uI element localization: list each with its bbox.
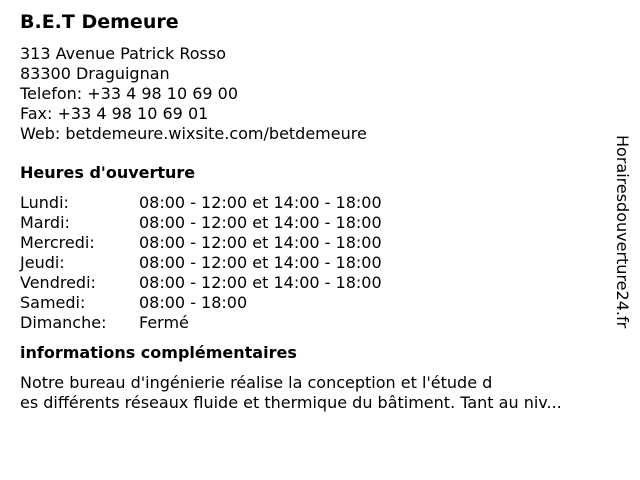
additional-info-title: informations complémentaires	[20, 343, 297, 362]
description-line: es différents réseaux fluide et thermique du bâtiment. Tant au niv...	[20, 393, 562, 412]
day-label: Vendredi:	[20, 273, 96, 292]
day-hours: 08:00 - 12:00 et 14:00 - 18:00	[139, 193, 382, 212]
day-label: Lundi:	[20, 193, 69, 212]
business-card	[20, 10, 600, 413]
additional-info-text	[20, 373, 620, 413]
phone-number: Telefon: +33 4 98 10 69 00	[20, 84, 239, 103]
description-line: Notre bureau d'ingénierie réalise la conception et l'étude d	[20, 373, 493, 392]
day-hours: 08:00 - 12:00 et 14:00 - 18:00	[139, 253, 382, 272]
opening-hours-table	[20, 193, 382, 333]
day-hours: 08:00 - 12:00 et 14:00 - 18:00	[139, 273, 382, 292]
day-hours: 08:00 - 18:00	[139, 293, 248, 312]
hours-row-sunday	[20, 313, 382, 333]
day-label: Samedi:	[20, 293, 86, 312]
website-link[interactable]: Web: betdemeure.wixsite.com/betdemeure	[20, 124, 367, 143]
day-label: Mercredi:	[20, 233, 95, 252]
hours-row-saturday	[20, 293, 382, 313]
day-hours: 08:00 - 12:00 et 14:00 - 18:00	[139, 233, 382, 252]
hours-row-monday	[20, 193, 382, 213]
business-name: B.E.T Demeure	[20, 11, 179, 33]
day-hours: 08:00 - 12:00 et 14:00 - 18:00	[139, 213, 382, 232]
day-label: Dimanche:	[20, 313, 107, 332]
address-city: 83300 Draguignan	[20, 64, 170, 83]
hours-row-wednesday	[20, 233, 382, 253]
site-watermark: Horairesdouverture24.fr	[613, 135, 632, 329]
opening-hours-title: Heures d'ouverture	[20, 163, 196, 182]
address-street: 313 Avenue Patrick Rosso	[20, 44, 226, 63]
hours-row-thursday	[20, 253, 382, 273]
day-label: Jeudi:	[20, 253, 65, 272]
hours-row-friday	[20, 273, 382, 293]
hours-row-tuesday	[20, 213, 382, 233]
day-hours: Fermé	[139, 313, 189, 332]
day-label: Mardi:	[20, 213, 70, 232]
fax-number: Fax: +33 4 98 10 69 01	[20, 104, 209, 123]
